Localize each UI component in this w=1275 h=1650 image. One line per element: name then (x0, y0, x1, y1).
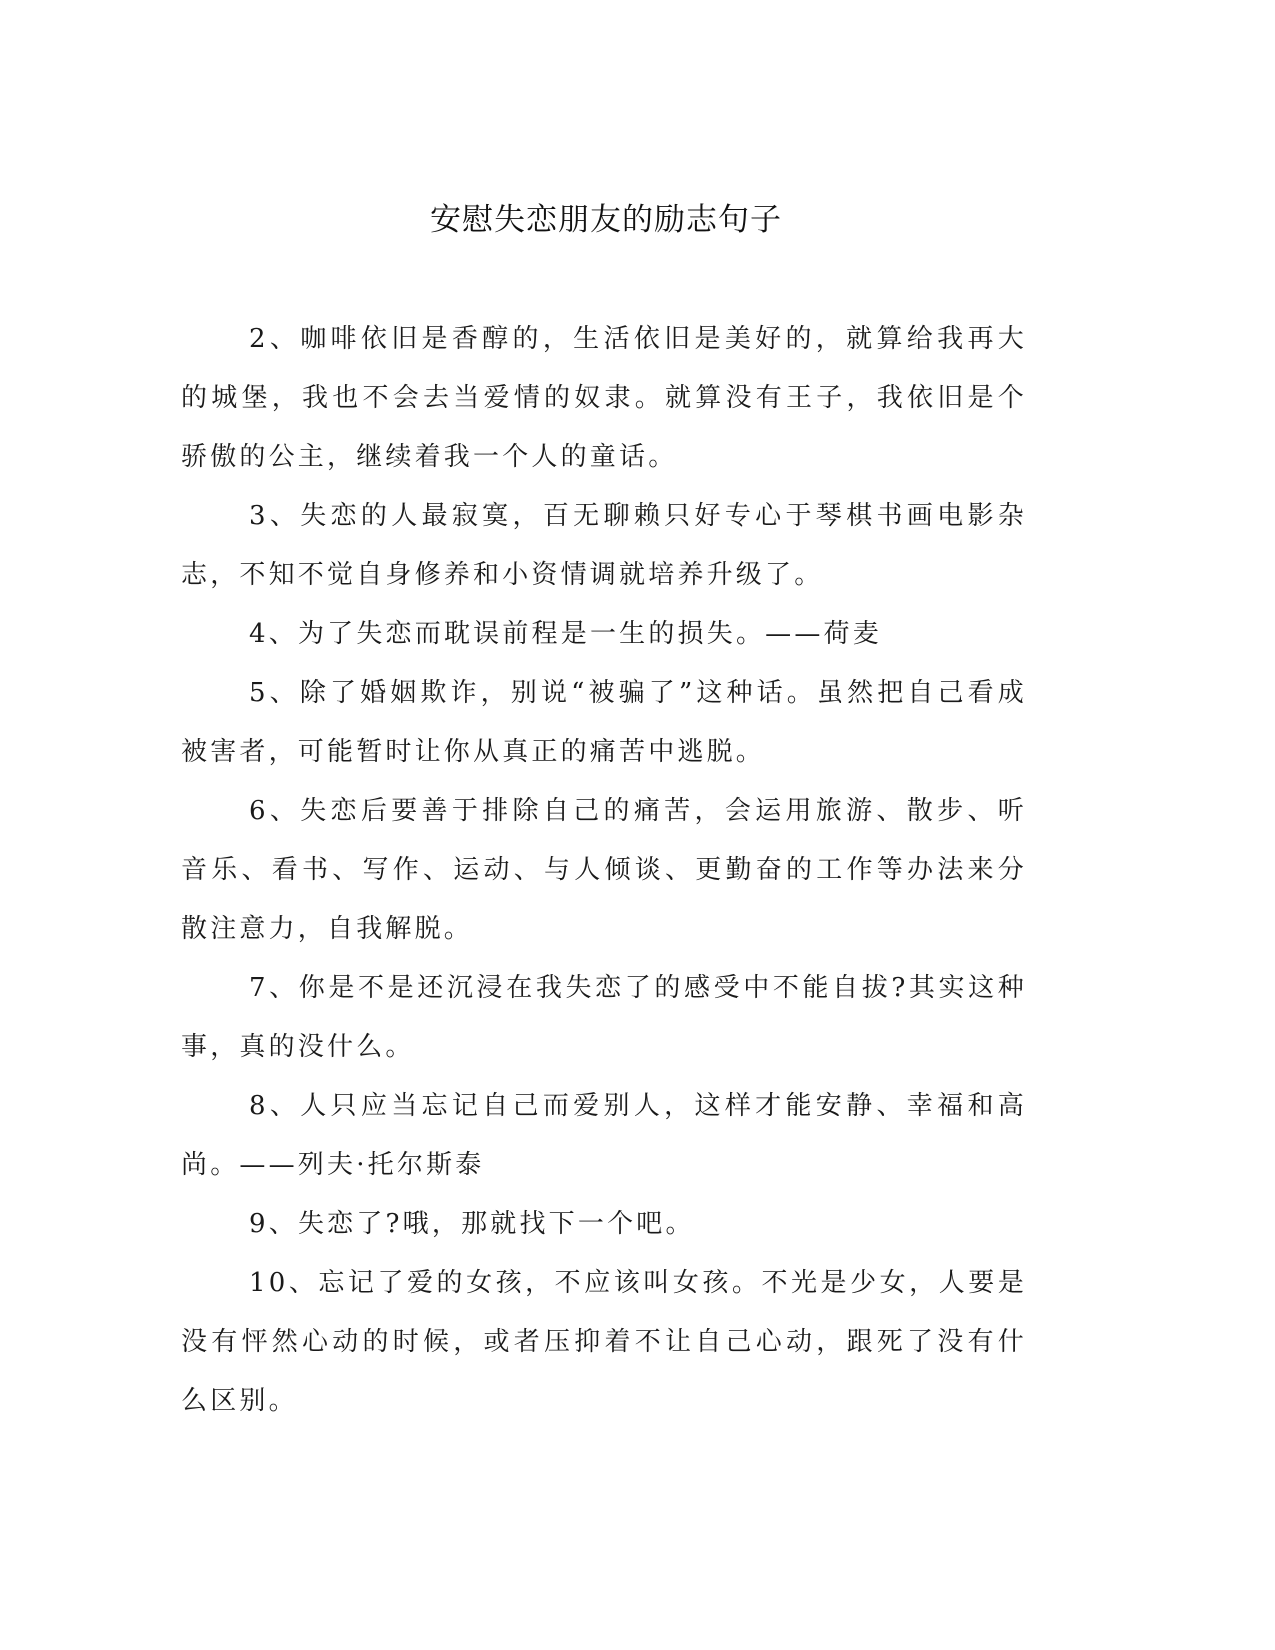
paragraph-10: 10、忘记了爱的女孩，不应该叫女孩。不光是少女，人要是没有怦然心动的时候，或者压抑着不让自己心动，跟死了没有什么区别。 (181, 1268, 1027, 1416)
document-body (181, 310, 1027, 1431)
paragraph-7: 7、你是不是还沉浸在我失恋了的感受中不能自拔?其实这种事，真的没什么。 (181, 973, 1027, 1062)
paragraph-5: 5、除了婚姻欺诈，别说“被骗了”这种话。虽然把自己看成被害者，可能暂时让你从真正的痛苦中逃脱。 (181, 678, 1027, 767)
paragraph-9: 9、失恋了?哦，那就找下一个吧。 (249, 1209, 695, 1239)
paragraph-3: 3、失恋的人最寂寞，百无聊赖只好专心于琴棋书画电影杂志，不知不觉自身修养和小资情调就培养升级了。 (181, 501, 1027, 590)
document-title: 安慰失恋朋友的励志句子 (430, 202, 782, 238)
paragraph-4: 4、为了失恋而耽误前程是一生的损失。——荷麦 (249, 619, 882, 649)
paragraph-6: 6、失恋后要善于排除自己的痛苦，会运用旅游、散步、听音乐、看书、写作、运动、与人倾谈、更勤奋的工作等办法来分散注意力，自我解脱。 (181, 796, 1027, 944)
paragraph-2: 2、咖啡依旧是香醇的，生活依旧是美好的，就算给我再大的城堡，我也不会去当爱情的奴隶。就算没有王子，我依旧是个骄傲的公主，继续着我一个人的童话。 (181, 324, 1027, 472)
paragraph-8: 8、人只应当忘记自己而爱别人，这样才能安静、幸福和高尚。——列夫·托尔斯泰 (181, 1091, 1027, 1180)
